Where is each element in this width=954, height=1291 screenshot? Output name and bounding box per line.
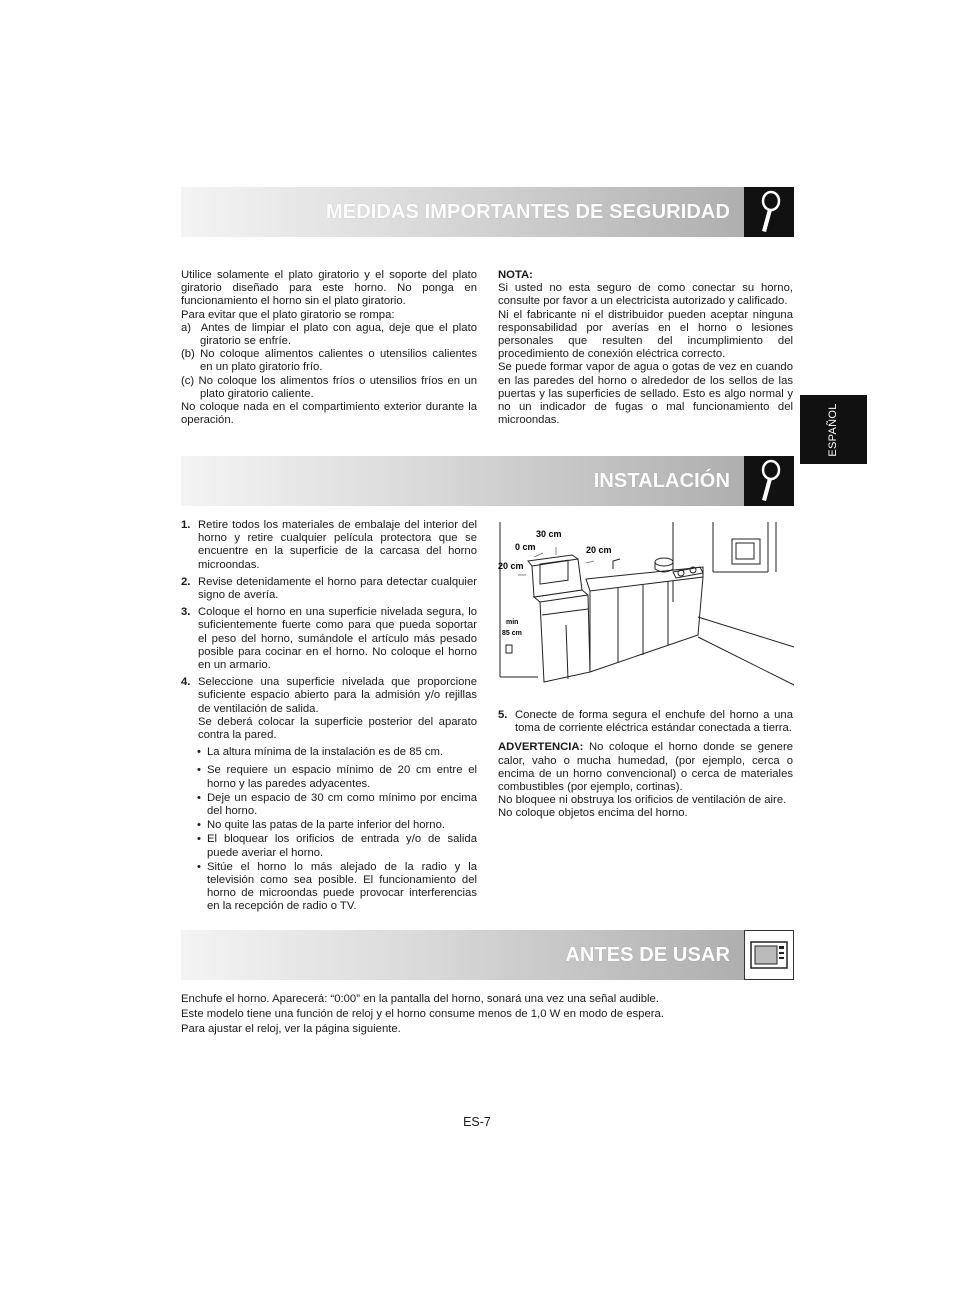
language-label: ESPAÑOL <box>827 403 839 457</box>
note-label: NOTA: <box>498 269 533 281</box>
list-item: • Deje un espacio de 30 cm como mínimo por encima del horno. <box>181 792 477 818</box>
section-title: INSTALACIÓN <box>593 470 730 492</box>
page-number: ES-7 <box>463 1115 491 1129</box>
list-item: 5. Conecte de forma segura el enchufe del horno a una toma de corriente eléctrica estándar conectada a tierra. <box>498 709 793 735</box>
list-item: 2. Revise detenidamente el horno para detectar cualquier signo de avería. <box>181 575 477 602</box>
list-item: • Sitúe el horno lo más alejado de la radio y la televisión como sea posible. El funcionamiento del horno de microondas puede provocar interferencias en la recepción de radio o TV. <box>181 861 477 914</box>
section-header-install <box>181 456 794 506</box>
kitchen-installation-diagram <box>498 517 796 687</box>
section-header-before-use <box>181 930 794 980</box>
left-clearance-label: 20 cm <box>498 561 524 571</box>
paragraph: Se puede formar vapor de agua o gotas de vez en cuando en las paredes del horno o alrededor de los sellos de las puertas y las superficies de sellado. Esto es algo normal y no un indicador de fugas o mal funcionamiento del microondas. <box>498 361 793 427</box>
before-use-text <box>181 992 794 1037</box>
install-steps <box>181 519 477 914</box>
install-step-5 <box>498 709 793 735</box>
paragraph: No bloquee ni obstruya los orificios de ventilación de aire. <box>498 794 787 807</box>
list-item: a) Antes de limpiar el plato con agua, deje que el plato giratorio se enfríe. <box>181 321 477 348</box>
paragraph: Utilice solamente el plato giratorio y el soporte del plato giratorio diseñado para este horno. No ponga en funcionamiento el horno sin el plato giratorio. <box>181 269 477 308</box>
list-item: • No quite las patas de la parte inferior del horno. <box>181 819 477 832</box>
list-item: 3. Coloque el horno en una superficie nivelada segura, lo suficientemente fuerte como para que pueda soportar el peso del horno, sumándole el artículo más pesado posible para cocinar en el horno. No coloque el horno en un armario. <box>181 606 477 672</box>
back-clearance-label: 0 cm <box>515 542 536 552</box>
warning-paragraph: ADVERTENCIA: No coloque el horno donde se genere calor, vaho o mucha humedad, (por ejemplo, cerca o encima de un horno convencional) o cerca de materiales combustibles (por ejemplo, cortinas). <box>498 741 793 794</box>
list-item: 1. Retire todos los materiales de embalaje del interior del horno y retire cualquier película protectora que se encuentre en la superficie de la carcasa del horno microondas. <box>181 519 477 571</box>
section-title: ANTES DE USAR <box>565 944 730 966</box>
safety-left-column <box>181 269 477 427</box>
list-item: • La altura mínima de la instalación es de 85 cm. <box>181 746 477 759</box>
right-clearance-label: 20 cm <box>586 545 612 555</box>
min-height-label: 85 cm <box>502 630 522 637</box>
paragraph: Enchufe el horno. Aparecerá: “0:00” en la pantalla del horno, sonará una vez una señal audible. <box>181 993 659 1005</box>
list-item: • El bloquear los orificios de entrada y/o de salida puede averiar el horno. <box>181 833 477 859</box>
paragraph: No coloque nada en el compartimiento exterior durante la operación. <box>181 401 477 427</box>
install-left-column <box>181 519 477 918</box>
install-right-column <box>498 709 793 821</box>
min-label: min <box>506 619 519 626</box>
install-bullets <box>181 746 477 913</box>
paragraph: Este modelo tiene una función de reloj y el horno consume menos de 1,0 W en modo de espera. <box>181 1008 664 1020</box>
paragraph: Para evitar que el plato giratorio se rompa: <box>181 308 395 321</box>
warning-label: ADVERTENCIA: <box>498 741 584 754</box>
list-item: • Se requiere un espacio mínimo de 20 cm entre el horno y las paredes adyacentes. <box>181 764 477 790</box>
section-title: MEDIDAS IMPORTANTES DE SEGURIDAD <box>326 201 730 223</box>
paragraph: No coloque objetos encima del horno. <box>498 807 688 820</box>
list-item: 4. Seleccione una superficie nivelada que proporcione suficiente espacio abierto para la admisión y/o rejillas de ventilación de salida. Se deberá colocar la superficie posterior del aparato contra la pared. • La altura mínima de la instalación es de 85 cm. • Se requiere un espacio mínimo de 20 cm entre el horno y las paredes adyacentes. • Deje un espacio de 30 cm como mínimo por encima del horno. • No quite las patas de la parte inferior del horno. • El bloquear los orificios de entrada y/o de salida puede averiar el horno. • Sitúe el horno lo más alejado de la radio y la televisión como sea posible. El funcionamiento del horno de microondas puede provocar interferencias en la recepción de radio o TV. <box>181 676 477 913</box>
language-tab <box>800 395 867 464</box>
list-item: (b) No coloque alimentos calientes o utensilios calientes en un plato giratorio frío. <box>181 348 477 374</box>
safety-right-column <box>498 269 793 427</box>
paragraph: Para ajustar el reloj, ver la página siguiente. <box>181 1023 401 1035</box>
microwave-icon <box>744 930 794 980</box>
list-item: (c) No coloque los alimentos fríos o utensilios fríos en un plato giratorio caliente. <box>181 374 477 400</box>
top-clearance-label: 30 cm <box>536 529 562 539</box>
wrench-icon <box>744 187 794 237</box>
paragraph: Si usted no esta seguro de como conectar su horno, consulte por favor a un electricista autorizado y calificado. <box>498 282 793 308</box>
section-header-safety <box>181 187 794 237</box>
paragraph: Ni el fabricante ni el distribuidor pueden aceptar ninguna responsabilidad por averías en el horno o lesiones personales que resulten del incumplimiento del procedimiento de conexión eléctrica correcto. <box>498 308 793 361</box>
wrench-icon <box>744 456 794 506</box>
